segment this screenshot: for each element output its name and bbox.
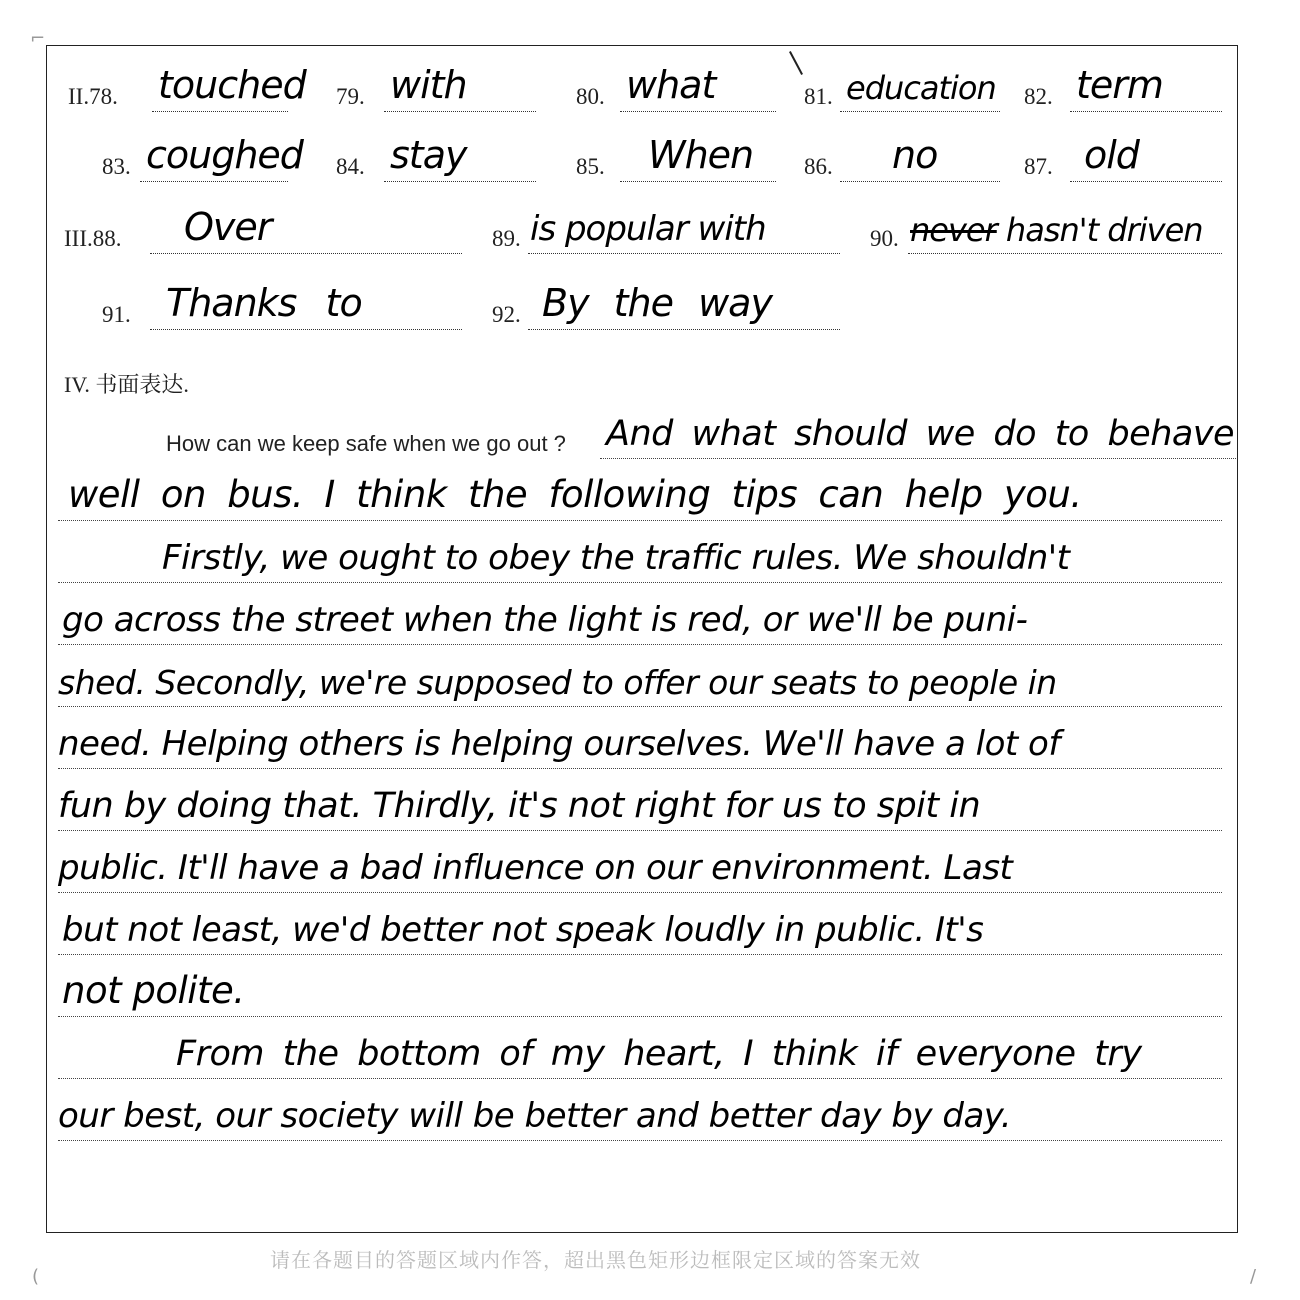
section-label-ii: II.78. [68, 84, 118, 109]
essay-text: And what should we do to behave [606, 414, 1235, 454]
essay-text: From the bottom of my heart, I think if everyone try [176, 1034, 1142, 1074]
crossed-out-word: never [910, 211, 997, 249]
item-number: 80. [576, 84, 605, 109]
item-number: 83. [102, 154, 131, 179]
essay-line-12[interactable] [58, 1082, 1222, 1141]
answer-blank[interactable] [1070, 133, 1222, 182]
essay-text: Firstly, we ought to obey the traffic rules. We shouldn't [162, 538, 1070, 578]
answer-text: touched [158, 63, 306, 107]
answer-blank[interactable] [528, 281, 840, 330]
essay-line-5[interactable] [58, 648, 1222, 707]
answer-blank[interactable] [908, 213, 1222, 254]
essay-text: but not least, we'd better not speak loudly in public. It's [62, 910, 984, 950]
answer-text: education [846, 69, 996, 107]
answer-text: is popular with [530, 209, 766, 249]
essay-line-11[interactable] [58, 1020, 1222, 1079]
item-85 [576, 133, 776, 182]
item-number: 85. [576, 154, 605, 179]
item-number: 86. [804, 154, 833, 179]
essay-text: go across the street when the light is red, or we'll be puni- [62, 600, 1028, 640]
answer-blank[interactable] [840, 133, 1000, 182]
answer-blank[interactable] [528, 209, 840, 254]
essay-text: well on bus. I think the following tips can help you. [68, 473, 1082, 516]
item-86 [804, 133, 1000, 182]
item-79 [336, 63, 536, 112]
item-80 [576, 63, 776, 112]
essay-text: public. It'll have a bad influence on our environment. Last [58, 848, 1013, 888]
essay-text: fun by doing that. Thirdly, it's not right for us to spit in [58, 786, 981, 826]
item-82 [1024, 63, 1222, 112]
answer-value: hasn't driven [1005, 211, 1203, 249]
answer-blank[interactable] [384, 133, 536, 182]
answer-blank[interactable] [620, 133, 776, 182]
essay-line-2[interactable] [58, 462, 1222, 521]
item-number: 90. [870, 226, 899, 251]
answer-blank[interactable] [1070, 63, 1222, 112]
corner-mark-top-left: ⌐ [30, 28, 46, 49]
answer-blank[interactable] [150, 205, 462, 254]
answer-text: By the way [542, 281, 772, 325]
answer-blank[interactable] [150, 281, 462, 330]
answer-text: term [1076, 63, 1163, 107]
answer-blank[interactable] [384, 63, 536, 112]
item-number: 82. [1024, 84, 1053, 109]
essay-text: shed. Secondly, we're supposed to offer our seats to people in [58, 663, 1057, 702]
corner-mark-bottom-left: ( [32, 1266, 40, 1287]
essay-line-3[interactable] [58, 524, 1222, 583]
answer-text: When [648, 133, 754, 177]
answer-blank[interactable] [152, 63, 306, 112]
essay-line-7[interactable] [58, 772, 1222, 831]
item-number: 91. [102, 302, 131, 327]
essay-line-9[interactable] [58, 896, 1222, 955]
essay-prompt: How can we keep safe when we go out ? [166, 431, 566, 456]
item-number: 84. [336, 154, 365, 179]
item-88 [64, 205, 462, 254]
answer-text: with [390, 63, 467, 107]
item-87 [1024, 133, 1222, 182]
item-83 [102, 133, 303, 182]
item-78 [68, 63, 306, 112]
essay-line-10[interactable] [58, 958, 1222, 1017]
essay-line-6[interactable] [58, 710, 1222, 769]
answer-text: coughed [146, 133, 303, 177]
answer-text: no [892, 133, 938, 177]
answer-blank[interactable] [840, 71, 1000, 112]
item-number: 87. [1024, 154, 1053, 179]
item-number: 81. [804, 84, 833, 109]
answer-text: Over [184, 205, 272, 249]
answer-text [910, 211, 1203, 249]
item-number: 79. [336, 84, 365, 109]
section-heading-iv: IV. 书面表达. [64, 372, 189, 397]
answer-blank[interactable] [620, 63, 776, 112]
essay-text: our best, our society will be better and better day by day. [58, 1096, 1012, 1136]
essay-text: need. Helping others is helping ourselves. We'll have a lot of [58, 724, 1060, 764]
answer-text: Thanks to [166, 281, 362, 325]
essay-line-1-text [600, 400, 1236, 458]
item-91 [102, 281, 462, 330]
corner-mark-bottom-right: / [1250, 1266, 1257, 1287]
item-81 [804, 69, 1000, 112]
answer-text: what [626, 63, 716, 107]
item-number: 89. [492, 226, 521, 251]
answer-text: stay [390, 133, 467, 177]
section-label-iii: III.88. [64, 226, 122, 251]
item-number: 92. [492, 302, 521, 327]
answer-blank[interactable] [140, 133, 303, 182]
item-89 [492, 209, 840, 254]
essay-line-8[interactable] [58, 834, 1222, 893]
answer-text: old [1084, 133, 1139, 177]
essay-text: not polite. [62, 969, 245, 1012]
essay-line-4[interactable] [58, 586, 1222, 645]
item-90 [870, 211, 1222, 254]
footer-notice: 请在各题目的答题区域内作答，超出黑色矩形边框限定区域的答案无效 [270, 1250, 921, 1272]
item-84 [336, 133, 536, 182]
item-92 [492, 281, 840, 330]
